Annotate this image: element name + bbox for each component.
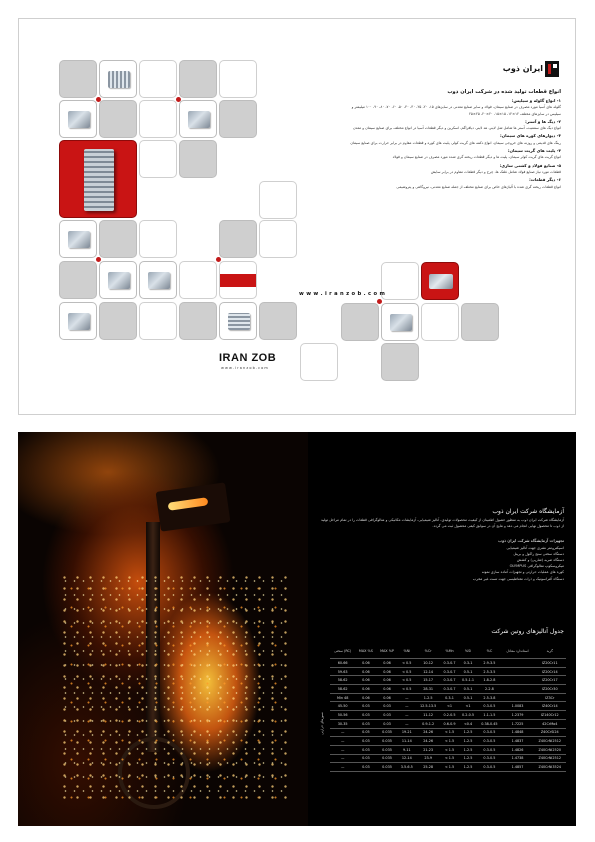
table-cell: 0.035 (377, 728, 398, 737)
table-cell: 0.03 (355, 702, 376, 711)
grid-tile (179, 261, 217, 299)
table-cell: 42CrMo4 (534, 719, 566, 728)
analysis-table-wrap (320, 644, 566, 772)
table-cell: < 1.5 (440, 737, 459, 746)
equipment-item: دستگاه آلتراسونیک و ذرات مغناطیسی جهت تست غیر مخرب (472, 576, 564, 581)
table-row (330, 702, 566, 711)
table-cell (502, 693, 534, 702)
featured-small-tile (421, 262, 459, 300)
table-cell: — (330, 745, 355, 754)
table-cell: 11-12 (416, 711, 440, 720)
table-cell: 12-14 (416, 667, 440, 676)
table-cell: 0.03 (355, 737, 376, 746)
table-cell: 0.3-1 (440, 693, 459, 702)
table-header-cell: MAX %P (377, 644, 398, 659)
products-sections (349, 98, 561, 190)
table-cell (502, 676, 534, 685)
table-cell: 0.06 (355, 693, 376, 702)
table-row (330, 711, 566, 720)
grid-tile (59, 60, 97, 98)
catalogue-page-bottom (18, 432, 576, 826)
products-text-block (349, 89, 561, 192)
table-cell: — (398, 693, 417, 702)
lab-description: آزمایشگاه شرکت ایران ذوب به منظور حصول اطمینان از کیفیت محصولات تولیدی، آنالیز شیمیایی، آزمایشات مکانیکی و متالوگرافی قطعات را در تمام مراحل تولید از ذوب تا محصول نهایی انجام می دهد و نتایج آن در سوابق کیفی محصول ثبت می گردد. (321, 518, 564, 528)
table-cell: IZ140Cr12 (534, 711, 566, 720)
table-cell: 0.2-0.5 (459, 711, 478, 720)
equipment-item: میکروسکوپ متالوگرافی OLYMPUS (509, 564, 564, 569)
table-cell: 11-14 (398, 737, 417, 746)
table-cell: 0.05 (355, 728, 376, 737)
table-cell: < 0.5 (398, 659, 417, 668)
product-tile-casting (179, 100, 217, 138)
table-cell: 25-28 (416, 763, 440, 772)
table-cell: 2-2.8 (477, 685, 501, 694)
product-tile-liner (59, 100, 97, 138)
table-cell: 0.03 (355, 763, 376, 772)
table-header-row (330, 644, 566, 659)
grid-tile (59, 261, 97, 299)
featured-product-tile (59, 140, 137, 218)
table-cell: < 1.5 (440, 745, 459, 754)
section-heading: ۶- دیگر قطعات: (529, 177, 561, 183)
table-row (330, 728, 566, 737)
catalogue-page-top (18, 18, 576, 415)
red-band-tile (219, 261, 257, 299)
product-tile-plate (59, 302, 97, 340)
foundry-photo (18, 432, 308, 826)
connector-dot (377, 299, 382, 304)
table-cell: 0.5-1.1 (459, 676, 478, 685)
table-cell: 59-63 (330, 667, 355, 676)
analysis-table (330, 644, 566, 772)
table-cell: IZ40Cr14 (534, 702, 566, 711)
table-cell: 0.5-1 (459, 693, 478, 702)
table-cell: Min 48 (330, 693, 355, 702)
table-cell: 0.035 (377, 737, 398, 746)
table-cell: 0.03 (355, 719, 376, 728)
table-header-cell: سختی (RC) (330, 644, 355, 659)
table-cell: 0.06 (377, 685, 398, 694)
product-tile-wear-part (381, 303, 419, 341)
table-cell: <1 (440, 702, 459, 711)
table-cell: 0.5-1 (459, 685, 478, 694)
table-cell: 0.3-0.5 (477, 754, 501, 763)
table-cell: < 0.5 (398, 676, 417, 685)
table-cell: — (330, 763, 355, 772)
table-cell: 30-35 (330, 719, 355, 728)
table-cell: 28-31 (416, 685, 440, 694)
table-cell: 0.035 (377, 763, 398, 772)
table-cell: 1.4738 (502, 754, 534, 763)
brand-name: IRAN ZOB (219, 352, 277, 364)
table-cell: 1-2.5 (459, 737, 478, 746)
table-cell: 3.5-6.5 (398, 763, 417, 772)
section-heading: ۴- پلیت های گریت سیمان: (507, 148, 561, 154)
table-cell: 24-26 (416, 728, 440, 737)
table-cell: — (398, 702, 417, 711)
brand-url: w w w . i r a n z o b . c o m (221, 366, 268, 370)
equipment-item: دستگاه سختی سنج راکول و برینل (513, 551, 564, 556)
table-cell (502, 685, 534, 694)
section-heading: ۵- صنایع فولاد و کشتی سازی: (499, 162, 561, 168)
section-body: انواع گریت های گریت کولر سیمان، پلیت ها و دیگر قطعات ریخته گری شده مورد مصرف در صنایع سیمان و فولاد (392, 155, 561, 160)
table-cell: 1-2.5 (459, 728, 478, 737)
table-cell: < 0.5 (398, 685, 417, 694)
table-row (330, 745, 566, 754)
table-title: جدول آنالیزهای روتین شرکت (491, 628, 564, 635)
grid-tile (421, 303, 459, 341)
table-cell: — (398, 711, 417, 720)
table-cell: 0.06 (377, 676, 398, 685)
table-cell: 0.03 (377, 719, 398, 728)
table-cell: 1.4857 (502, 763, 534, 772)
equipment-item: دستگاه ضربه (شارپی) و کشش (516, 558, 564, 562)
section-body: گلوله های آسیا مورد مصرف در صنایع سیمان، فولاد و سایر صنایع معدنی در سایزهای ۱۵، ۲۰، ۲۵، ۳۰، ۴۰، ۵۰، ۶۰، ۷۰، ۸۰، ۹۰، ۱۰۰ میلیمتر و سیلپس در سایزهای مختلف ۱۲×۱۲، ۱۵×۱۵، ۲۰×۲۰، ۲۵×۲۵ (351, 105, 561, 116)
table-cell: 0.035 (377, 754, 398, 763)
table-cell: 50-56 (330, 711, 355, 720)
table-cell: 1-2.5 (459, 763, 478, 772)
equipment-title: تجهیزات آزمایشگاه شرکت ایران ذوب (498, 537, 564, 543)
company-logo (493, 61, 559, 79)
product-tile-block (99, 261, 137, 299)
table-cell: 45-50 (330, 702, 355, 711)
equipment-item: کوره های عملیات حرارتی و تجهیزات آماده سازی نمونه (481, 570, 564, 575)
table-cell: 23-9 (416, 754, 440, 763)
table-cell: 60-66 (330, 659, 355, 668)
table-cell: 2.5-3.8 (477, 693, 501, 702)
table-cell: 0.06 (355, 667, 376, 676)
table-cell: 0.3-0.5 (477, 763, 501, 772)
table-header-cell: %Cr (416, 644, 440, 659)
table-row (330, 719, 566, 728)
section-body: انواع دیگ های سمنتیت، آستر ها شامل شل لاینر، هد لاینر، دیافراگم، اسکرین و دیگر قطعات آسیا در انواع مختلف برای صنایع سیمان و معدن (352, 126, 561, 131)
table-cell: 1-2.5 (459, 754, 478, 763)
table-cell: 0.2-0.5 (440, 711, 459, 720)
table-cell: 9-11 (398, 745, 417, 754)
section-heading: ۳- دیوارهای کوره های سیمان: (500, 133, 561, 139)
table-cell: — (398, 719, 417, 728)
table-header-cell: گرید (534, 644, 566, 659)
table-cell: 0.3-0.7 (440, 659, 459, 668)
grid-tile (139, 302, 177, 340)
products-title: انواع قطعات تولید شده در شرکت ایران ذوب (447, 89, 561, 95)
table-body (330, 659, 566, 772)
table-header-cell: %Si (459, 644, 478, 659)
table-cell: 0.06 (355, 685, 376, 694)
logo-mark (545, 61, 559, 77)
grid-tile (381, 343, 419, 381)
connector-dot (216, 257, 221, 262)
table-cell: 0.03 (377, 702, 398, 711)
table-cell: 0.3-0.5 (477, 728, 501, 737)
section-body: انواع قطعات ریخته گری شده با آلیاژهای خاص برای صنایع مختلف از جمله صنایع معدنی، نیروگاهی و پتروشیمی (396, 184, 561, 189)
grid-tile (219, 60, 257, 98)
grid-tile (219, 100, 257, 138)
table-cell: 0.3-0.7 (440, 667, 459, 676)
table-cell: 58-62 (330, 685, 355, 694)
website-url: w w w . i r a n z o b . c o m (299, 291, 386, 297)
table-cell: <0.4 (459, 719, 478, 728)
table-cell: 0.03 (355, 711, 376, 720)
table-cell: — (330, 754, 355, 763)
table-cell: Z40CrNi3524 (534, 763, 566, 772)
table-cell: 0.3-0.5 (477, 737, 501, 746)
table-cell: 0.06 (355, 659, 376, 668)
table-cell: IZ20Cr14 (534, 667, 566, 676)
table-header-cell: %C (477, 644, 501, 659)
table-cell: 15-17 (416, 676, 440, 685)
grid-tile (259, 181, 297, 219)
table-cell: 0.3-0.5 (477, 702, 501, 711)
table-cell: 19-21 (398, 728, 417, 737)
grid-tile (341, 303, 379, 341)
table-cell: — (330, 737, 355, 746)
table-side-label: نسوزهای حرارتی (320, 712, 324, 735)
section-body: قطعات مورد نیاز صنایع فولاد شامل غلتک ها، چرخ و دیگر قطعات مقاوم در برابر سایش (430, 169, 561, 174)
table-header-cell: استاندارد معادل (502, 644, 534, 659)
table-cell (502, 659, 534, 668)
table-cell: 10-12 (416, 659, 440, 668)
product-tile-grate-2 (219, 302, 257, 340)
product-tile-segment (59, 220, 97, 258)
table-row (330, 676, 566, 685)
table-cell: 0.06 (377, 659, 398, 668)
grid-tile (259, 302, 297, 340)
table-cell: < 0.5 (398, 667, 417, 676)
table-row (330, 754, 566, 763)
table-cell: Z40CrNi2512 (534, 754, 566, 763)
table-cell: 0.03 (377, 711, 398, 720)
table-cell: 1.4826 (502, 745, 534, 754)
grid-tile (179, 140, 217, 178)
table-cell: 12-14 (398, 754, 417, 763)
grid-tile (99, 302, 137, 340)
table-cell: IZ20Cr30 (534, 685, 566, 694)
table-cell: 1.1-1.5 (477, 711, 501, 720)
table-cell: 0.3-0.7 (440, 685, 459, 694)
grid-tile (139, 220, 177, 258)
table-cell: 0.06 (377, 693, 398, 702)
table-cell: 0.03 (355, 754, 376, 763)
table-cell: 1.8-2.8 (477, 676, 501, 685)
table-cell: 1.0083 (502, 702, 534, 711)
table-row (330, 667, 566, 676)
table-cell: IZ20Cr17 (534, 676, 566, 685)
grid-tile (461, 303, 499, 341)
table-cell: 24-26 (416, 737, 440, 746)
grid-tile (219, 220, 257, 258)
table-cell: 0.9-1.2 (416, 719, 440, 728)
table-cell: 1.4848 (502, 728, 534, 737)
grid-tile (99, 100, 137, 138)
grid-tile (99, 220, 137, 258)
table-cell: 0.06 (355, 676, 376, 685)
table-cell: 0.03 (355, 745, 376, 754)
grid-tile (139, 60, 177, 98)
table-cell: 0.6-0.9 (440, 719, 459, 728)
table-row (330, 659, 566, 668)
grid-tile (179, 60, 217, 98)
grid-tile (139, 100, 177, 138)
equipment-item: اسپکترومتر نشری جهت آنالیز شیمیایی (506, 545, 564, 550)
table-cell: IZ3Cr (534, 693, 566, 702)
table-cell (502, 667, 534, 676)
section-body: رینگ های قدیمی و روزنه های خروجی سیمان، انواع دکمه های گریت کولر، پلیت های کوره و قطعات مقاوم در برابر حرارت برای صنایع سیمان (350, 140, 561, 145)
table-cell: 12.5-13.5 (416, 702, 440, 711)
table-cell: 58-62 (330, 676, 355, 685)
table-row (330, 737, 566, 746)
table-cell: 1.2379 (502, 711, 534, 720)
table-cell: 21-23 (416, 745, 440, 754)
table-cell: Z40CrSi24 (534, 728, 566, 737)
section-heading: ۱- انواع گلوله و سیلپس: (511, 98, 561, 103)
table-cell: < 1.5 (440, 754, 459, 763)
table-row (330, 693, 566, 702)
product-tile-bar (139, 261, 177, 299)
table-cell: — (330, 728, 355, 737)
table-cell: 0.06 (377, 667, 398, 676)
grid-tile (139, 140, 177, 178)
table-cell: Z40CrNi2520 (534, 745, 566, 754)
connector-dot (96, 97, 101, 102)
table-cell: <1 (459, 702, 478, 711)
equipment-list (318, 545, 564, 582)
table-cell: 2.5-3.5 (477, 667, 501, 676)
table-cell: 2.9-3.5 (477, 659, 501, 668)
connector-dot (96, 257, 101, 262)
table-cell: 1-2.5 (416, 693, 440, 702)
table-cell: 0.3-0.7 (440, 676, 459, 685)
grid-tile (179, 302, 217, 340)
table-cell: 0.3-1 (459, 659, 478, 668)
sparks (58, 572, 288, 802)
connector-dot (176, 97, 181, 102)
grate-plate-image (84, 149, 114, 211)
logo-text: ایران ذوب (502, 64, 543, 73)
table-cell: 0.5-1 (459, 667, 478, 676)
product-tile-grate (99, 60, 137, 98)
grid-tile (259, 220, 297, 258)
table-cell: 0.38-0.45 (477, 719, 501, 728)
table-cell: 1.4837 (502, 737, 534, 746)
table-cell: 1.7225 (502, 719, 534, 728)
table-row (330, 763, 566, 772)
table-header-cell: %Mn (440, 644, 459, 659)
table-cell: 1-2.5 (459, 745, 478, 754)
table-cell: 0.035 (377, 745, 398, 754)
table-cell: < 1.5 (440, 728, 459, 737)
table-row (330, 685, 566, 694)
section-heading: ۲- دیگ ها و آستر: (525, 118, 561, 124)
table-cell: 0.3-0.5 (477, 745, 501, 754)
table-cell: < 1.5 (440, 763, 459, 772)
table-header-cell: %Ni (398, 644, 417, 659)
table-header-cell: MAX %S (355, 644, 376, 659)
lab-title: آزمایشگاه شرکت ایران ذوب (492, 508, 564, 515)
lab-text-block (318, 508, 564, 582)
table-cell: IZ20Cr11 (534, 659, 566, 668)
table-cell: Z40CrNi2512 (534, 737, 566, 746)
